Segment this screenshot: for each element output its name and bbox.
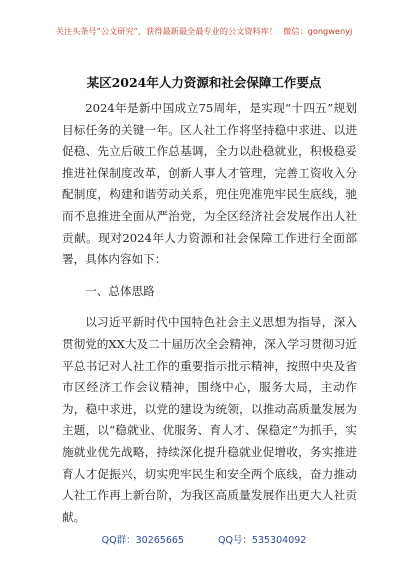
qq-number: QQ号：535304092 [217, 535, 307, 546]
contact-footer [0, 532, 408, 546]
document-title: 某区2024年人力资源和社会保障工作要点 [86, 75, 322, 90]
qq-group: QQ群：30265665 [101, 535, 184, 546]
promo-text: 关注头条号“公文研究”，获得最新最全最专业的公文资料库！ [55, 26, 278, 36]
document-body [62, 98, 357, 528]
wechat-id: 微信：gongwenyj [283, 26, 353, 36]
section-heading: 一、总体思路 [85, 283, 155, 298]
section-paragraph: 以习近平新时代中国特色社会主义思想为指导，深入贯彻党的XX大及二十届历次全会精神，深入学习贯彻习近平总书记对人社工作的重要指示批示精神，按照中央及省市区经济工作会议精神，围绕中心，服务大局，主动作为，稳中求进，以党的建设为统领，以推动高质量发展为主题，以“稳就业、优服务、育人才、保稳定”为抓手，实施就业优先战略，持续深化提升稳就业促增收，务实推进育人才促振兴，切实兜牢民生和安全两个底线，奋力推动人社工作再上新台阶，为我区高质量发展作出更大人社贡献。 [62, 315, 357, 524]
promo-banner [0, 26, 408, 37]
intro-paragraph: 2024年是新中国成立75周年，是实现“十四五”规划目标任务的关键一年。区人社工作将坚持稳中求进、以进促稳、先立后破工作总基调，全力以赴稳就业，积极稳妥推进社保制度改革，创新人事人才管理，完善工资收入分配制度，构建和谐劳动关系，兜住兜准兜牢民生底线，驰而不息推进全面从严治党，为全区经济社会发展作出人社贡献。现对2024年人力资源和社会保障工作进行全面部署，具体内容如下： [62, 101, 357, 267]
